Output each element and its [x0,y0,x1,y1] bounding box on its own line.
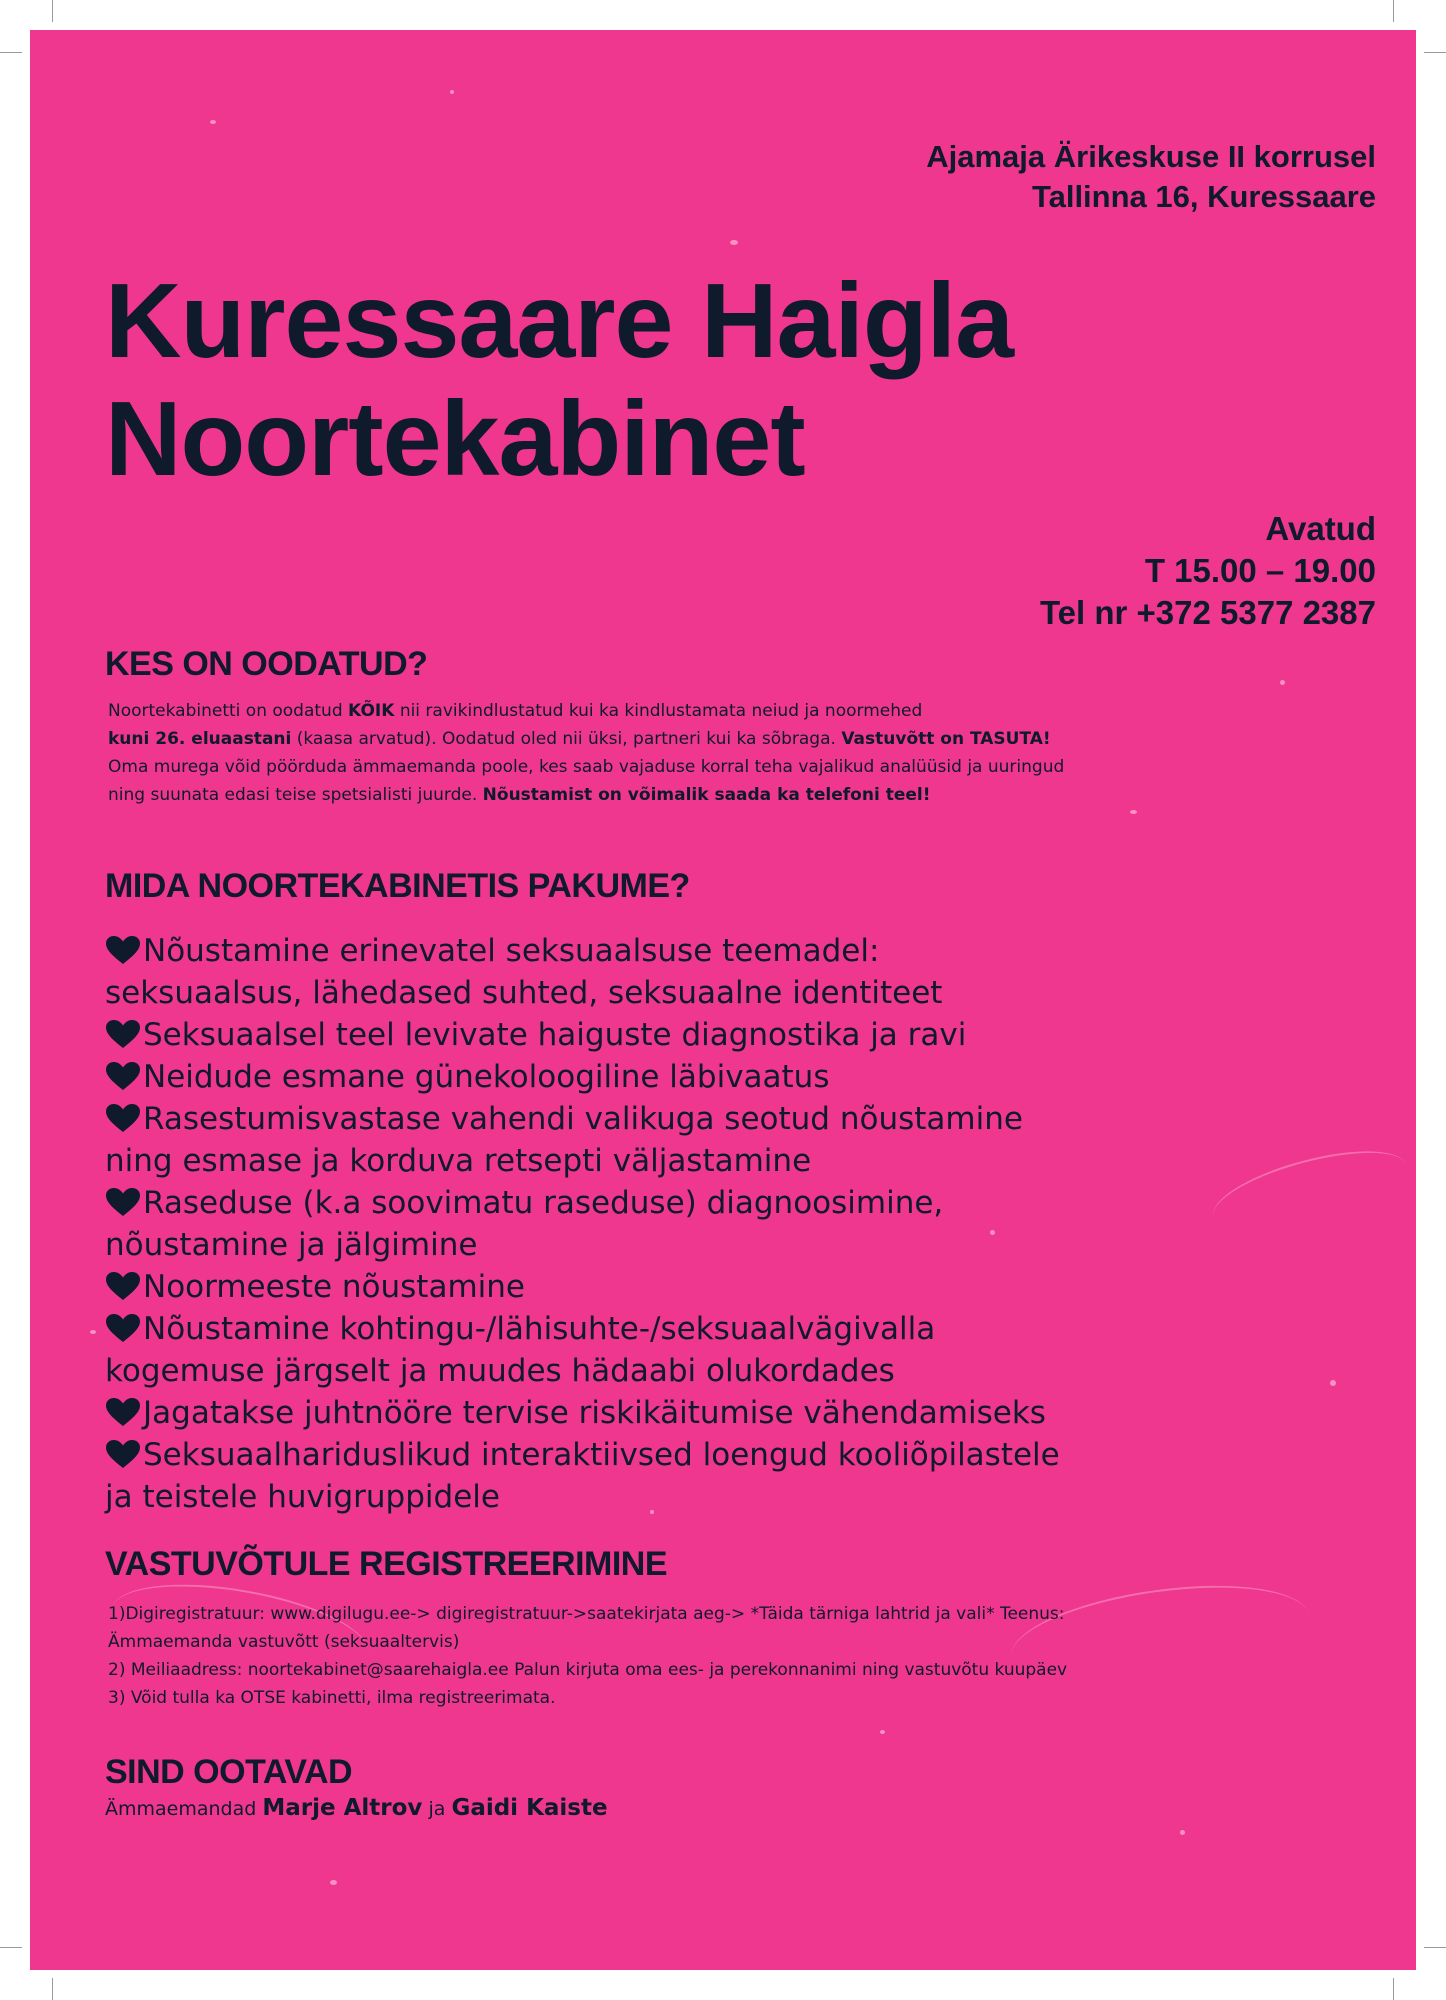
who-line: Oma murega võid pöörduda ämmaemanda poole, kes saab vajaduse korral teha vajalikud analüüsid ja uuringud [108,757,1065,777]
heart-icon [105,1271,141,1301]
heart-icon [105,1103,141,1133]
phone-number: Tel nr +372 5377 2387 [1039,594,1376,631]
heart-icon [105,1397,141,1427]
list-item-text: Nõustamine erinevatel seksuaalsuse teemadel: [143,933,880,969]
list-item [105,1056,1335,1098]
list-item-line: nõustamine ja jälgimine [105,1227,478,1263]
texture-speck [90,1330,96,1334]
texture-speck [210,120,216,124]
heart-icon [105,1019,141,1049]
crop-mark [0,52,22,53]
heart-icon [105,1187,141,1217]
list-item-text: Noormeeste nõustamine [143,1269,525,1305]
texture-speck [330,1880,337,1885]
text-run: (kaasa arvatud). Oodatud oled nii üksi, partneri kui ka sõbraga. [296,729,836,749]
heart-icon [105,1313,141,1343]
texture-speck [880,1730,885,1734]
who-heading: KES ON OODATUD? [105,645,428,683]
list-item-line: kogemuse järgselt ja muudes hädaabi olukordades [105,1353,895,1389]
list-item-line: ning esmase ja korduva retsepti väljastamine [105,1143,812,1179]
list-item-text: Neidude esmane günekoloogiline läbivaatus [143,1059,830,1095]
address-block [926,137,1376,217]
list-item-text: Seksuaalsel teel levivate haiguste diagnostika ja ravi [143,1017,967,1053]
title-line: Noortekabinet [105,380,805,498]
list-item-line [105,1434,1335,1476]
staff-name: Marje Altrov [262,1795,423,1821]
crop-mark [0,1947,22,1948]
crop-mark [1393,0,1394,22]
crop-mark [1424,1947,1446,1948]
crop-mark [52,1978,53,2000]
title-line: Kuressaare Haigla [105,262,1014,380]
text-run: kuni 26. eluaastani [108,729,292,749]
offer-heading: MIDA NOORTEKABINETIS PAKUME? [105,867,690,905]
list-item-text: Seksuaalhariduslikud interaktiivsed loengud kooliõpilastele [143,1437,1060,1473]
texture-speck [730,240,738,245]
list-item-line: seksuaalsus, lähedased suhted, seksuaalne identiteet [105,975,943,1011]
text-run: Vastuvõtt on TASUTA! [841,729,1051,749]
who-line [108,781,1308,809]
texture-speck [1280,680,1285,685]
offer-list [105,930,1335,1518]
registration-line: 1)Digiregistratuur: www.digilugu.ee-> digiregistratuur->saatekirjata aeg-> *Täida tärniga lahtrid ja vali* Teenus: [108,1604,1065,1624]
list-item-line [105,930,1335,972]
crop-mark [1424,52,1446,53]
staff-heading: SIND OOTAVAD [105,1753,353,1791]
list-item [105,1098,1335,1182]
address-line: Ajamaja Ärikeskuse II korrusel [926,139,1376,174]
list-item-line [105,1098,1335,1140]
crop-mark [52,0,53,22]
registration-line: 2) Meiliaadress: noortekabinet@saarehaigla.ee Palun kirjuta oma ees- ja perekonnanimi ning vastuvõtu kuupäev [108,1660,1068,1680]
text-run: nii ravikindlustatud kui ka kindlustamata neiud ja noormehed [399,701,923,721]
text-run: ning suunata edasi teise spetsialisti juurde. [108,785,478,805]
page-title [105,262,1013,498]
list-item-line [105,1182,1335,1224]
list-item [105,1266,1335,1308]
hours-time: T 15.00 – 19.00 [1144,552,1376,589]
list-item-line [105,1308,1335,1350]
list-item-line [105,1266,1335,1308]
text-run: Nõustamist on võimalik saada ka telefoni teel! [482,785,931,805]
heart-icon [105,1439,141,1469]
who-line [108,725,1308,753]
list-item-line [105,1392,1335,1434]
texture-speck [1130,810,1137,814]
opening-hours [1040,508,1376,634]
list-item [105,1014,1335,1056]
list-item-text: Rasestumisvastase vahendi valikuga seotud nõustamine [143,1101,1023,1137]
address-line: Tallinna 16, Kuressaare [1031,179,1376,214]
list-item-text: Nõustamine kohtingu-/lähisuhte-/seksuaalvägivalla [143,1311,936,1347]
list-item-line [105,1056,1335,1098]
registration-line: 3) Võid tulla ka OTSE kabinetti, ilma registreerimata. [108,1688,556,1708]
heart-icon [105,935,141,965]
list-item [105,1392,1335,1434]
staff-role: Ämmaemandad [105,1798,257,1820]
texture-speck [450,90,454,94]
staff-line [105,1795,608,1821]
text-run: Noortekabinetti on oodatud [108,701,343,721]
list-item-text: Jagatakse juhtnööre tervise riskikäitumise vähendamiseks [143,1395,1046,1431]
list-item [105,1434,1335,1518]
who-line [108,697,1308,725]
list-item-line [105,1014,1335,1056]
heart-icon [105,1061,141,1091]
list-item [105,1182,1335,1266]
list-item [105,930,1335,1014]
text-run: KÕIK [348,701,395,721]
crop-mark [1393,1978,1394,2000]
list-item [105,1308,1335,1392]
texture-speck [1180,1830,1185,1835]
list-item-line: ja teistele huvigruppidele [105,1479,500,1515]
registration-text [108,1600,1338,1712]
who-paragraph [108,697,1308,809]
staff-name: Gaidi Kaiste [451,1795,608,1821]
hours-label: Avatud [1265,510,1376,547]
registration-heading: VASTUVÕTULE REGISTREERIMINE [105,1545,668,1583]
list-item-text: Raseduse (k.a soovimatu raseduse) diagnoosimine, [143,1185,944,1221]
staff-joiner: ja [428,1798,446,1820]
registration-line: Ämmaemanda vastuvõtt (seksuaaltervis) [108,1632,460,1652]
